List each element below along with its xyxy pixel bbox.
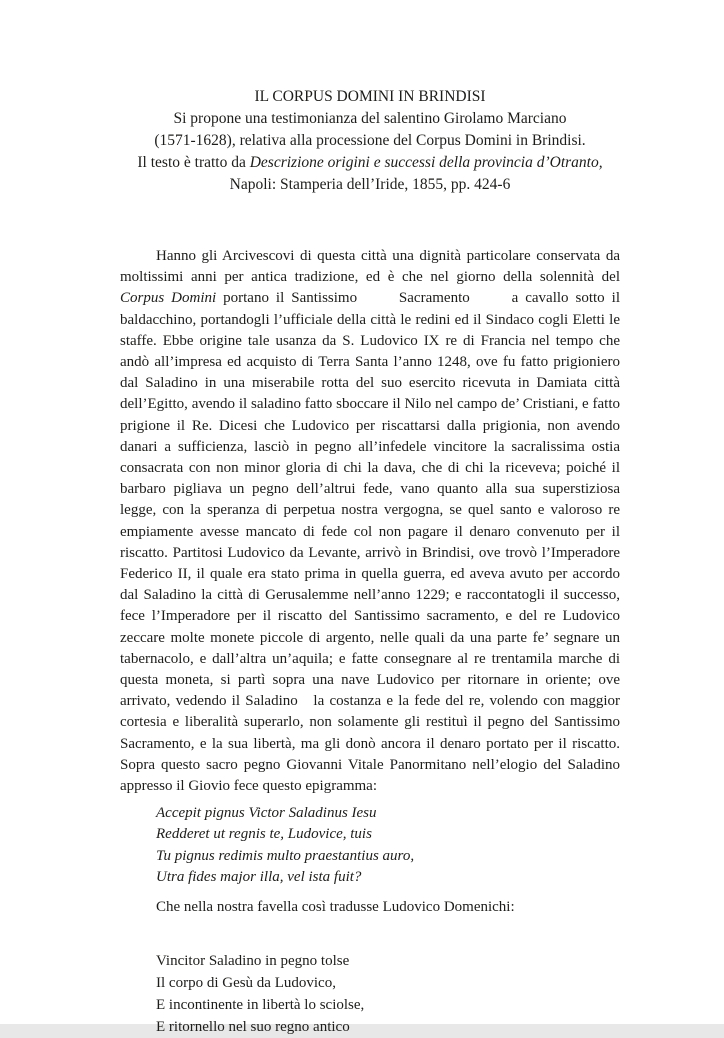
document-title: IL CORPUS DOMINI IN BRINDISI (254, 88, 486, 105)
translation-intro: Che nella nostra favella così tradusse Ludovico Domenichi: (156, 899, 515, 916)
epigram-line: Redderet ut regnis te, Ludovice, tuis (156, 826, 372, 843)
header-source-prefix: Il testo è tratto da (137, 154, 250, 171)
italian-verse (156, 950, 620, 1038)
header-subtitle-line: Si propone una testimonianza del salentino Girolamo Marciano (173, 110, 567, 127)
paragraph-text: Hanno gli Arcivescovi di questa città una dignità particolare conservata da moltissimi anni per antica tradizione, ed è che nel giorno della solennità del (120, 248, 620, 286)
verse-line: E incontinente in libertà lo sciolse, (156, 997, 365, 1014)
verse-line: E ritornello nel suo regno antico (156, 1019, 350, 1036)
document-header (120, 86, 620, 196)
verse-line: Il corpo di Gesù da Ludovico, (156, 975, 336, 992)
epigram-line: Utra fides major illa, vel ista fuit? (156, 868, 362, 885)
verse-line: Vincitor Saladino in pegno tolse (156, 953, 350, 970)
header-source-line (120, 152, 620, 174)
main-paragraph (120, 246, 620, 797)
paragraph-italic-phrase: Corpus Domini (120, 290, 217, 307)
header-publisher-line: Napoli: Stamperia dell’Iride, 1855, pp. 424-6 (229, 176, 511, 193)
epigram-line: Accepit pignus Victor Saladinus Iesu (156, 805, 377, 822)
paragraph-text: portano il Santissimo Sacramento a cavallo sotto il baldacchino, portandogli l’ufficiale della città le redini ed il Sindaco cogli Eletti le staffe. Ebbe origine tale usanza da S. Ludovico IX re di Francia nel tempo che andò all’impresa ed acquisto di Terra Santa l’anno 1248, ove fu fatto prigioniero dal Saladino in una miserabile rotta del suo esercito ricevuta in Damiata città dell’Egitto, avendo il saladino fatto sboccare il Nilo nel campo de’ Cristiani, e fatto prigione il Re. Dicesi che Ludovico per riscattarsi dalla prigionia, non avendo danari a sufficienza, lasciò in pegno all’infedele vincitore la sacralissima ostia consacrata con non minor gloria di chi la dava, che di chi la riceveva; poiché il barbaro pigliava un pegno dell’altrui fede, vano quanto alla sua superstiziosa legge, con la speranza di perpetua nostra vergogna, se quel santo e valoroso re empiamente avesse mancato di fede col non pagare il denaro convenuto per il riscatto. Partitosi Ludovico da Levante, arrivò in Brindisi, ove trovò l’Imperadore Federico II, il quale era stato prima in quella guerra, ed aveva avuto per accordo dal Saladino la città di Gerusalemme nell’anno 1229; e raccontatogli il successo, fece l’Imperadore per il riscatto del Santissimo sacramento, e del re Ludovico zeccare molte monete piccole di argento, nelle quali da una parte fe’ segnare un tabernacolo, e dall’altra un’aquila; e fatte consegnare al re trentamila marche di questa moneta, si partì sopra una nave Ludovico per ritornare in oriente; ove arrivato, vedendo il Saladino la costanza e la fede del re, volendo con maggior cortesia e liberalità superarlo, non solamente gli restituì il pegno del Santissimo Sacramento, e la sua libertà, ma gli donò ancora il denaro portato per il riscatto. Sopra questo sacro pegno Giovanni Vitale Panormitano nell’elogio del Saladino appresso il Giovio fece questo epigramma: (120, 290, 620, 795)
epigram-line: Tu pignus redimis multo praestantius auro, (156, 847, 415, 864)
latin-epigram (156, 803, 620, 888)
header-subtitle-line: (1571-1628), relativa alla processione del Corpus Domini in Brindisi. (154, 132, 586, 149)
header-source-work-title: Descrizione origini e successi della provincia d’Otranto, (249, 154, 603, 171)
